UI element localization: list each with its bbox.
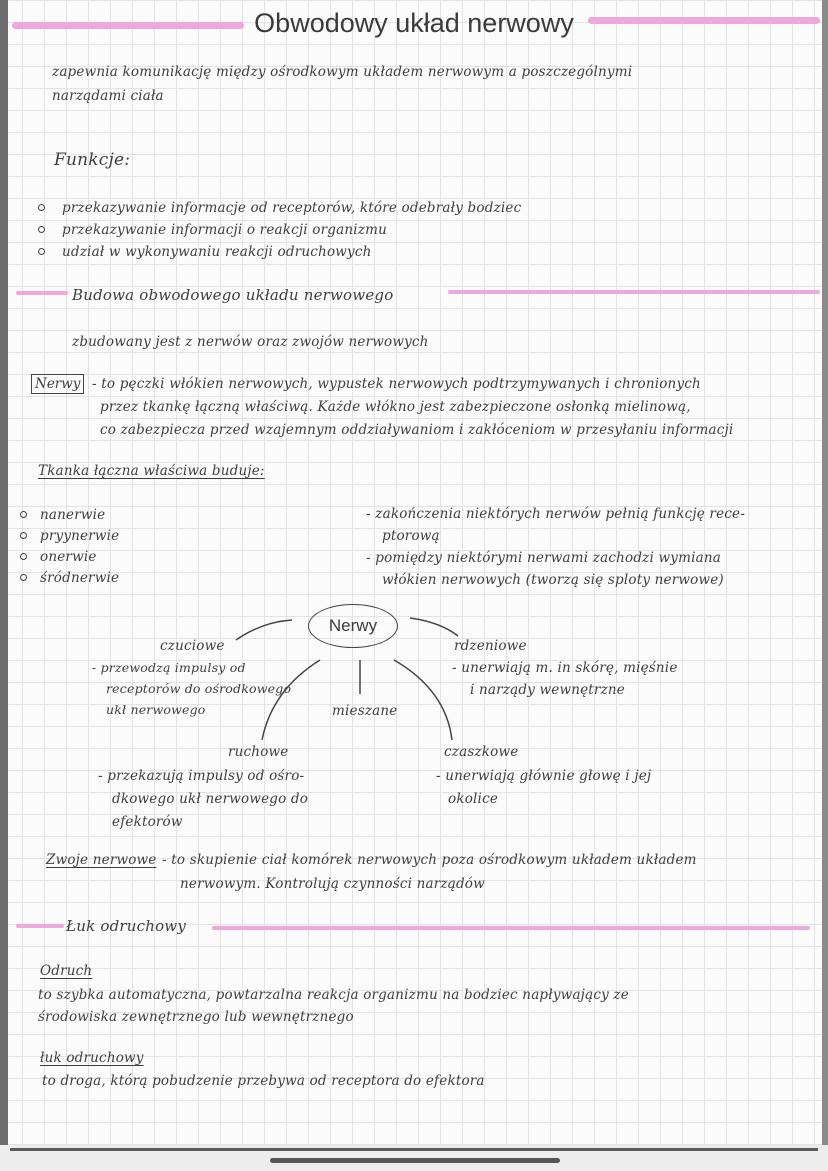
function-item: udział w wykonywaniu reakcji odruchowych: [62, 244, 372, 260]
functions-heading: Funkcje:: [54, 150, 131, 170]
czaszkowe-label: czaszkowe: [444, 744, 519, 760]
tissue-item: pryynerwie: [40, 528, 120, 544]
rdzeniowe-desc: i narządy wewnętrzne: [470, 682, 625, 698]
tissue-item: nanerwie: [40, 507, 106, 523]
czaszkowe-desc: - unerwiają głównie głowę i jej: [436, 768, 652, 784]
odruch-line-2: środowiska zewnętrznego lub wewnętrznego: [38, 1009, 354, 1025]
note-line: - zakończenia niektórych nerwów pełnią funkcję rece-: [366, 506, 745, 522]
czuciowe-desc: - przewodzą impulsy od: [92, 660, 246, 675]
odruch-line-1: to szybka automatyczna, powtarzalna reakcja organizmu na bodziec napływający ze: [38, 987, 629, 1003]
ganglia-label: Zwoje nerwowe: [46, 852, 157, 868]
czuciowe-label: czuciowe: [160, 638, 225, 654]
ruchowe-label: ruchowe: [228, 744, 289, 760]
note-line: włókien nerwowych (tworzą się sploty nerwowe): [382, 572, 724, 588]
ruchowe-desc: efektorów: [112, 814, 183, 830]
note-line: ptorową: [382, 528, 440, 544]
page-title: Obwodowy układ nerwowy: [254, 8, 574, 38]
section-bar-left: [16, 924, 64, 928]
nerves-def-line-3: co zabezpiecza przed wzajemnym oddziaływaniom i zakłóceniom w przesyłaniu informacji: [100, 422, 734, 438]
reflex-heading: Łuk odruchowy: [66, 917, 187, 935]
ganglia-line-1: - to skupienie ciał komórek nerwowych poza ośrodkowym układem układem: [162, 852, 697, 868]
connector-rdzeniowe: [410, 618, 458, 636]
structure-heading: Budowa obwodowego układu nerwowego: [72, 286, 394, 304]
connector-czaszkowe: [394, 660, 452, 740]
ruchowe-desc: - przekazują impulsy od ośro-: [98, 768, 305, 784]
czuciowe-desc: ukł nerwowego: [106, 702, 206, 717]
nerves-label-box: Nerwy: [31, 374, 84, 394]
tissue-item: onerwie: [40, 549, 97, 565]
nerves-center-node: Nerwy: [308, 604, 398, 648]
connector-czuciowe: [236, 620, 292, 640]
rdzeniowe-desc: - unerwiają m. in skórę, mięśnie: [452, 660, 678, 676]
mieszane-label: mieszane: [332, 703, 398, 719]
czaszkowe-desc: okolice: [448, 791, 499, 807]
intro-line-1: zapewnia komunikację między ośrodkowym układem nerwowym a poszczególnymi: [52, 64, 633, 80]
structure-line: zbudowany jest z nerwów oraz zwojów nerwowych: [72, 334, 429, 350]
rdzeniowe-label: rdzeniowe: [454, 638, 527, 654]
function-item: przekazywanie informacji o reakcji organizmu: [62, 222, 387, 238]
nerves-def-line-2: przez tkankę łączną właściwą. Każde włókno jest zabezpieczone osłonką mielinową,: [100, 399, 691, 415]
ruchowe-desc: dkowego ukł nerwowego do: [112, 791, 309, 807]
tissue-item: śródnerwie: [40, 570, 120, 586]
odruch-label: Odruch: [40, 963, 93, 979]
intro-line-2: narządami ciała: [52, 88, 164, 104]
czuciowe-desc: receptorów do ośrodkowego: [106, 681, 292, 696]
ganglia-line-2: nerwowym. Kontrolują czynności narządów: [180, 876, 485, 892]
note-line: - pomiędzy niektórymi nerwami zachodzi wymiana: [366, 550, 721, 566]
section-bar-right: [212, 926, 810, 930]
tissue-heading: Tkanka łączna właściwa buduje:: [38, 463, 265, 479]
luk-label: łuk odruchowy: [40, 1050, 144, 1066]
luk-line: to droga, którą pobudzenie przebywa od receptora do efektora: [42, 1073, 485, 1089]
nerves-def-line-1: - to pęczki włókien nerwowych, wypustek nerwowych podtrzymywanych i chronionych: [92, 376, 701, 392]
connector-ruchowe: [262, 660, 320, 740]
function-item: przekazywanie informacje od receptorów, które odebrały bodziec: [62, 200, 522, 216]
